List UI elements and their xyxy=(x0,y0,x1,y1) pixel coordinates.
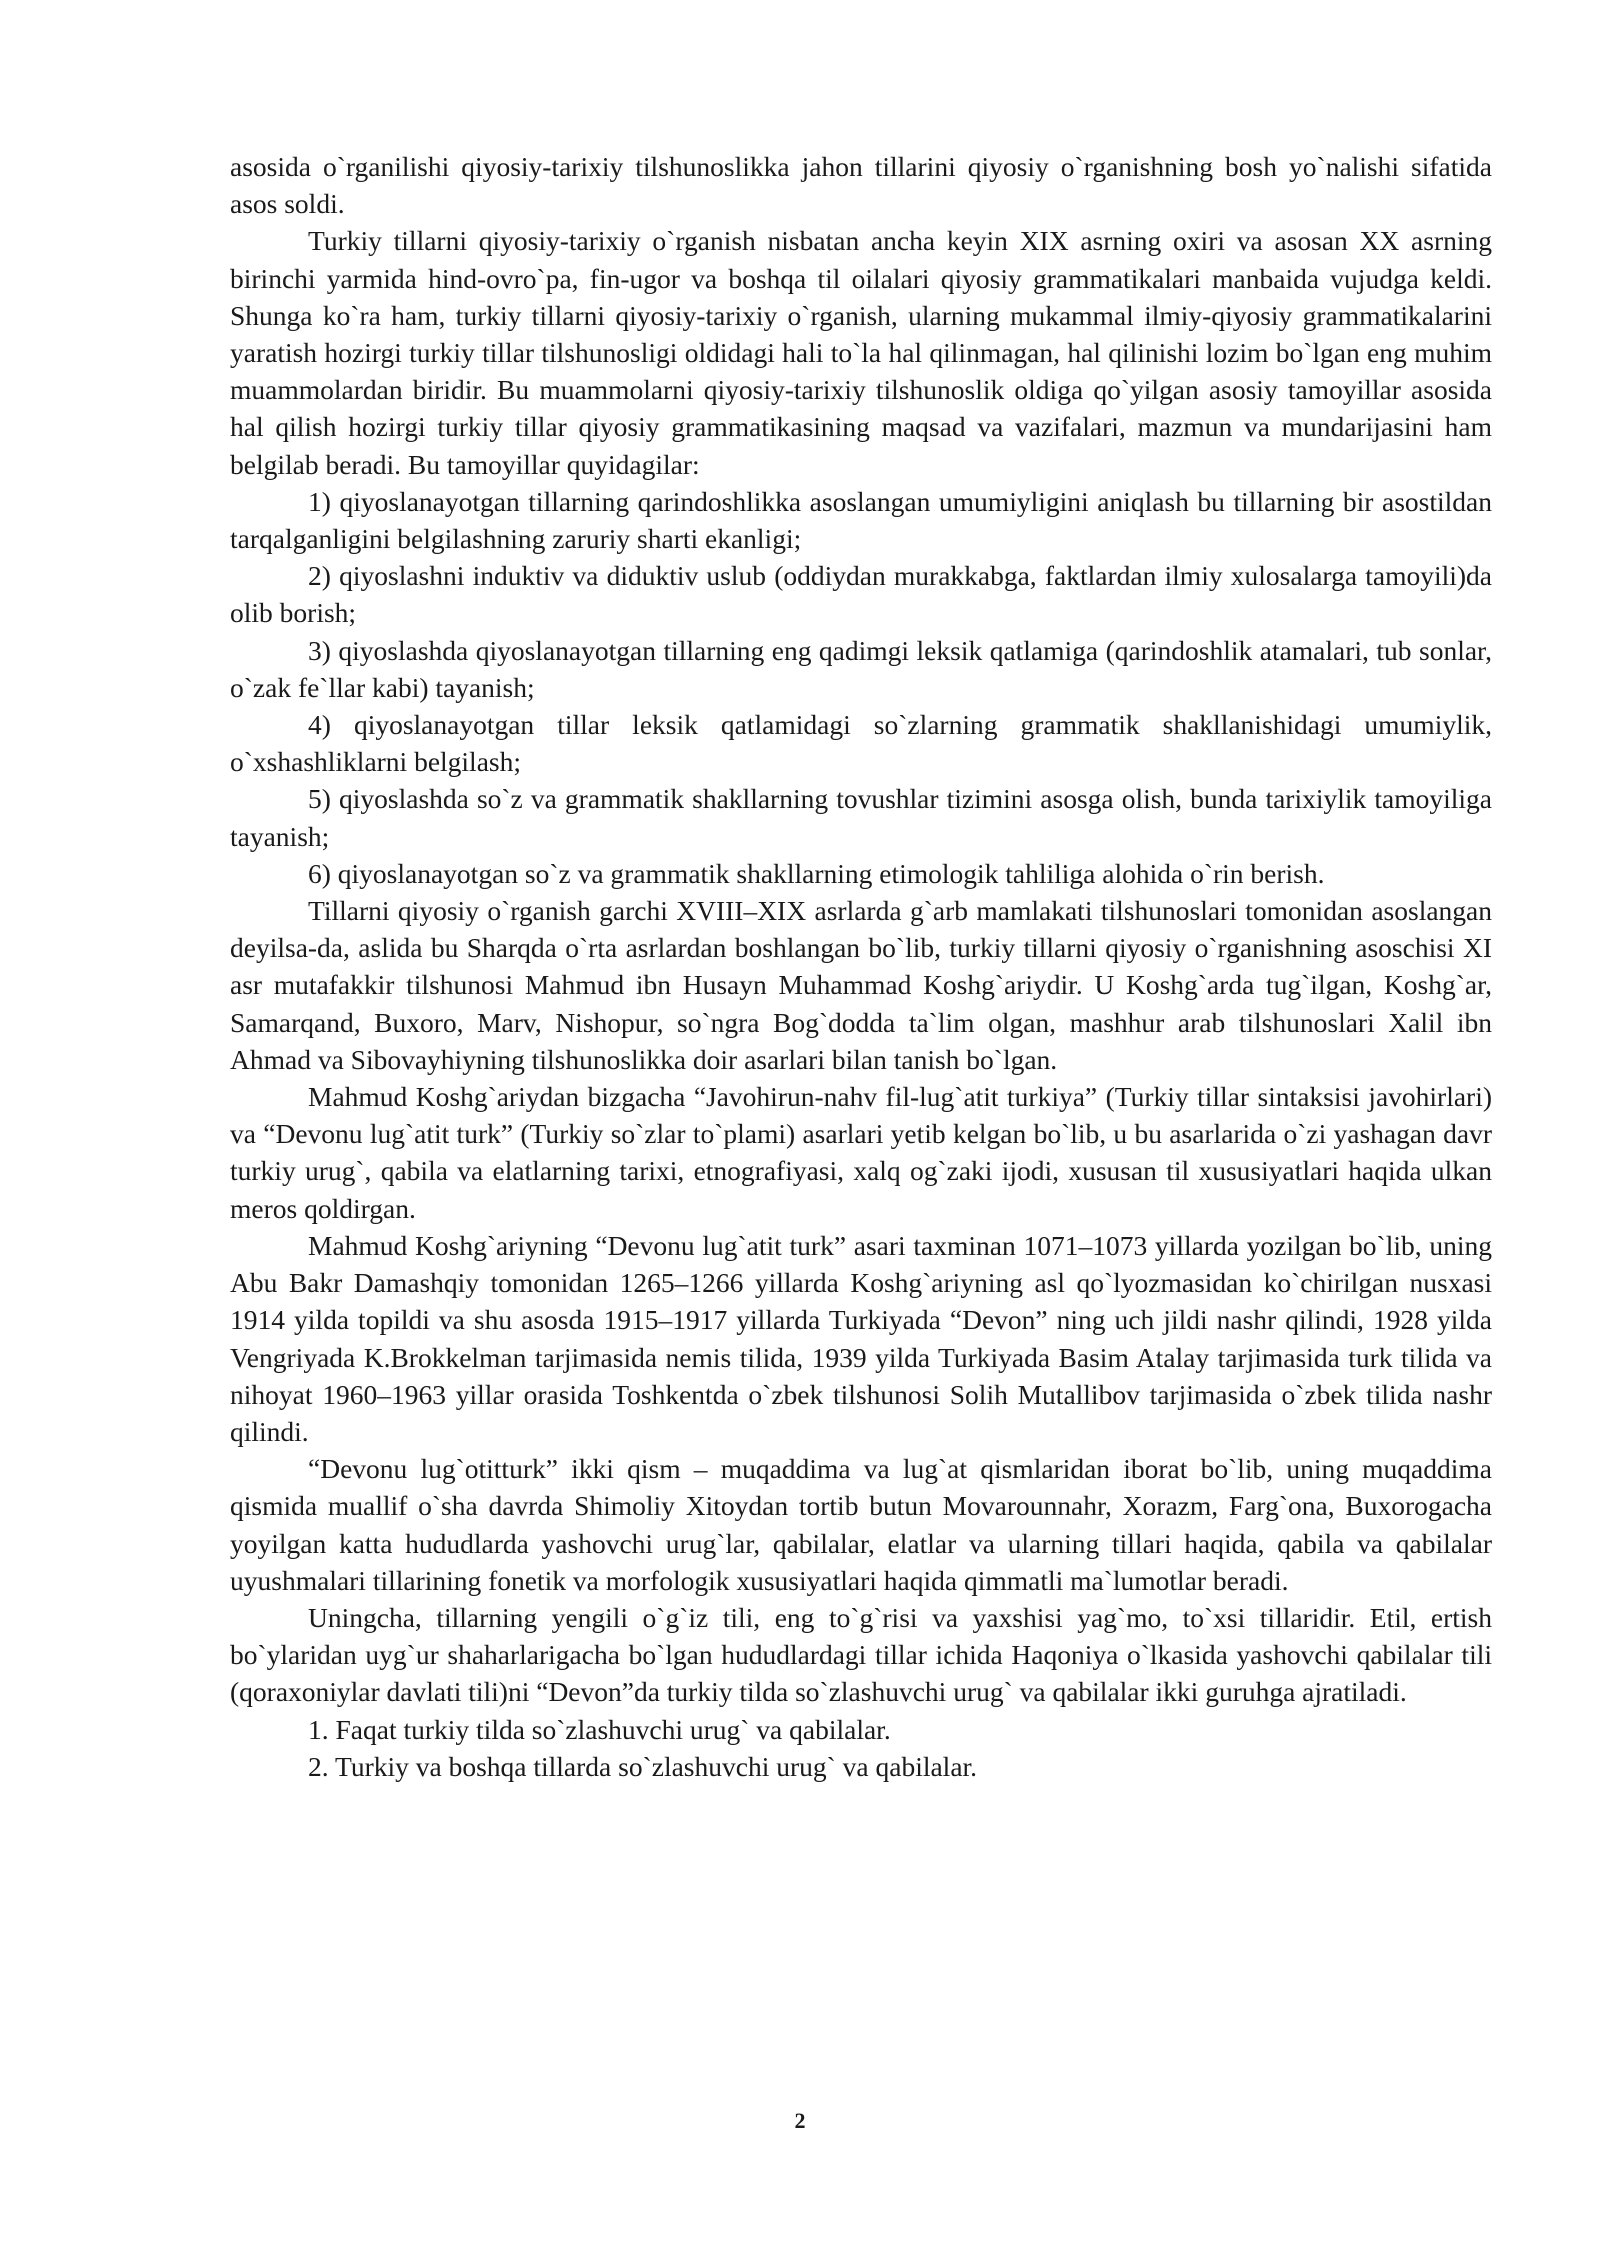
list-item: 4) qiyoslanayotgan tillar leksik qatlamidagi so`zlarning grammatik shakllanishidagi umumiylik, o`xshashliklarni belgilash; xyxy=(230,709,1492,778)
list-item: 2) qiyoslashni induktiv va diduktiv uslub (oddiydan murakkabga, faktlardan ilmiy xulosalarga tamoyili)da olib borish; xyxy=(230,560,1492,629)
paragraph: “Devonu lug`otitturk” ikki qism – muqaddima va lug`at qismlaridan iborat bo`lib, uning muqaddima qismida muallif o`sha davrda Shimoliy Xitoydan tortib butun Movarounnahr, Xorazm, Farg`ona, Buxorogacha yoyilgan katta hududlarda yashovchi urug`lar, qabilalar, elatlar va ularning tillari haqida, qabila va qabilalar uyushmalari tillarining fonetik va morfologik xususiyatlari haqida qimmatli ma`lumotlar beradi. xyxy=(230,1453,1492,1596)
paragraph: Turkiy tillarni qiyosiy-tarixiy o`rganish nisbatan ancha keyin XIX asrning oxiri va asosan XX asrning birinchi yarmida hind-ovro`pa, fin-ugor va boshqa til oilalari qiyosiy grammatikalari manbaida vujudga keldi. Shunga ko`ra ham, turkiy tillarni qiyosiy-tarixiy o`rganish, ularning mukammal ilmiy-qiyosiy grammatikalarini yaratish hozirgi turkiy tillar tilshunosligi oldidagi hali to`la hal qilinmagan, hal qilinishi lozim bo`lgan eng muhim muammolardan biridir. Bu muammolarni qiyosiy-tarixiy tilshunoslik oldiga qo`yilgan asosiy tamoyillar asosida hal qilish hozirgi turkiy tillar qiyosiy grammatikasining maqsad va vazifalari, mazmun va mundarijasini ham belgilab beradi. Bu tamoyillar quyidagilar: xyxy=(230,225,1492,480)
page-number: 2 xyxy=(794,2108,806,2133)
paragraph: Tillarni qiyosiy o`rganish garchi XVIII–XIX asrlarda g`arb mamlakati tilshunoslari tomonidan asoslangan deyilsa-da, aslida bu Sharqda o`rta asrlardan boshlangan bo`lib, turkiy tillarni qiyosiy o`rganishning asoschisi XI asr mutafakkir tilshunosi Mahmud ibn Husayn Muhammad Koshg`ariydir. U Koshg`arda tug`ilgan, Koshg`ar, Samarqand, Buxoro, Marv, Nishopur, so`ngra Bog`dodda ta`lim olgan, mashhur arab tilshunoslari Xalil ibn Ahmad va Sibovayhiyning tilshunoslikka doir asarlari bilan tanish bo`lgan. xyxy=(230,895,1492,1075)
paragraph: asosida o`rganilishi qiyosiy-tarixiy tilshunoslikka jahon tillarini qiyosiy o`rganishning bosh yo`nalishi sifatida asos soldi. xyxy=(230,151,1492,220)
list-item: 2. Turkiy va boshqa tillarda so`zlashuvchi urug` va qabilalar. xyxy=(308,1750,978,1782)
document-body xyxy=(230,148,1492,1785)
list-item: 1. Faqat turkiy tilda so`zlashuvchi urug` va qabilalar. xyxy=(308,1713,891,1745)
list-item: 6) qiyoslanayotgan so`z va grammatik shakllarning etimologik tahliliga alohida o`rin berish. xyxy=(308,857,1325,889)
list-item: 3) qiyoslashda qiyoslanayotgan tillarning eng qadimgi leksik qatlamiga (qarindoshlik atamalari, tub sonlar, o`zak fe`llar kabi) tayanish; xyxy=(230,634,1492,703)
paragraph: Mahmud Koshg`ariydan bizgacha “Javohirun-nahv fil-lug`atit turkiya” (Turkiy tillar sintaksisi javohirlari) va “Devonu lug`atit turk” (Turkiy so`zlar to`plami) asarlari yetib kelgan bo`lib, u bu asarlarida o`zi yashagan davr turkiy urug`, qabila va elatlarning tarixi, etnografiyasi, xalq og`zaki ijodi, xususan til xususiyatlari haqida ulkan meros qoldirgan. xyxy=(230,1081,1492,1224)
list-item: 1) qiyoslanayotgan tillarning qarindoshlikka asoslangan umumiyligini aniqlash bu tillarning bir asostildan tarqalganligini belgilashning zaruriy sharti ekanligi; xyxy=(230,485,1492,555)
paragraph: Uningcha, tillarning yengili o`g`iz tili, eng to`g`risi va yaxshisi yag`mo, to`xsi tillaridir. Etil, ertish bo`ylaridan uyg`ur shaharlarigacha bo`lgan hududlardagi tillar ichida Haqoniya o`lkasida yashovchi qabilalar tili (qoraxoniylar davlati tili)ni “Devon”da turkiy tilda so`zlashuvchi urug` va qabilalar ikki guruhga ajratiladi. xyxy=(230,1601,1492,1708)
paragraph: Mahmud Koshg`ariyning “Devonu lug`atit turk” asari taxminan 1071–1073 yillarda yozilgan bo`lib, uning Abu Bakr Damashqiy tomonidan 1265–1266 yillarda Koshg`ariyning asl qo`lyozmasidan ko`chirilgan nusxasi 1914 yilda topildi va shu asosda 1915–1917 yillarda Turkiyada “Devon” ning uch jildi nashr qilindi, 1928 yilda Vengriyada K.Brokkelman tarjimasida nemis tilida, 1939 yilda Turkiyada Basim Atalay tarjimasida turk tilida va nihoyat 1960–1963 yillar orasida Toshkentda o`zbek tilshunosi Solih Mutallibov tarjimasida o`zbek tilida nashr qilindi. xyxy=(230,1229,1492,1447)
list-item: 5) qiyoslashda so`z va grammatik shakllarning tovushlar tizimini asosga olish, bunda tarixiylik tamoyiliga tayanish; xyxy=(230,783,1492,852)
